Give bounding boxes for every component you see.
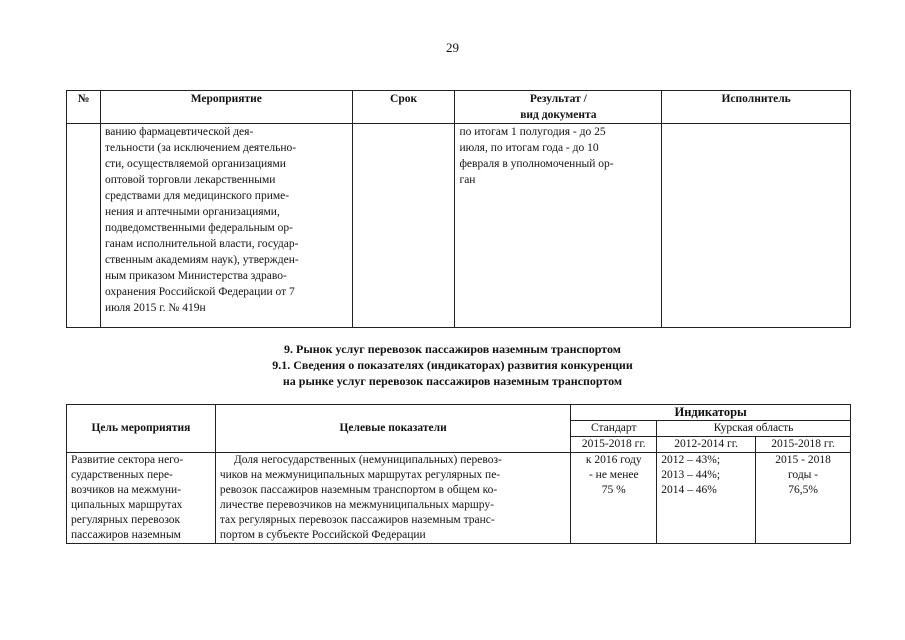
header-measure: Мероприятие bbox=[100, 91, 352, 124]
text-line: февраля в уполномоченный ор- bbox=[459, 158, 614, 170]
header-std-period: 2015-2018 гг. bbox=[571, 437, 657, 453]
text-line: пассажиров наземным bbox=[71, 529, 181, 541]
text-line: подведомственными федеральным ор- bbox=[104, 222, 293, 234]
text-line: 76,5% bbox=[788, 484, 818, 496]
text-line: ванию фармацевтической дея- bbox=[104, 126, 254, 138]
text-line: ным приказом Министерства здраво- bbox=[104, 270, 287, 282]
text-line: годы - bbox=[787, 469, 819, 481]
text-line: нения и аптечными организациями, bbox=[104, 206, 280, 218]
header-reg-period: 2012-2014 гг. bbox=[657, 437, 756, 453]
table-header-row bbox=[67, 405, 851, 421]
cell-measure bbox=[100, 124, 352, 328]
text-line: личестве перевозчиков на межмуниципальных маршру- bbox=[219, 499, 494, 511]
text-line: по итогам 1 полугодия - до 25 bbox=[459, 126, 606, 138]
text-line: 2014 – 46% bbox=[661, 484, 717, 496]
cell-goal bbox=[67, 453, 216, 544]
header-standard: Стандарт bbox=[571, 421, 657, 437]
text-line: ганам исполнительной власти, государ- bbox=[104, 238, 299, 250]
section-subtitle: 9.1. Сведения о показателях (индикаторах) развития конкуренции bbox=[272, 358, 633, 372]
text-line: ган bbox=[459, 174, 476, 186]
text-line: Доля негосударственных (немуниципальных) перевоз- bbox=[233, 454, 502, 466]
header-executor: Исполнитель bbox=[662, 91, 851, 124]
table-row bbox=[67, 124, 851, 328]
text-line: портом в субъекте Российской Федерации bbox=[219, 529, 426, 541]
header-result-line: Результат / bbox=[529, 93, 587, 105]
text-line: средствами для медицинского приме- bbox=[104, 190, 290, 202]
header-reg-period: 2015-2018 гг. bbox=[756, 437, 851, 453]
text-line: сти, осуществляемой организациями bbox=[104, 158, 286, 170]
table-header-row bbox=[67, 91, 851, 124]
text-line: ственным академиям наук), утвержден- bbox=[104, 254, 299, 266]
text-line: ревозок пассажиров наземным транспортом в общем ко- bbox=[219, 484, 498, 496]
header-deadline: Срок bbox=[352, 91, 455, 124]
text-line: оптовой торговли лекарственными bbox=[104, 174, 276, 186]
cell-region-2012-2014 bbox=[657, 453, 756, 544]
header-indicators: Индикаторы bbox=[571, 405, 851, 421]
header-region: Курская область bbox=[657, 421, 851, 437]
cell-result bbox=[455, 124, 662, 328]
text-line: Развитие сектора него- bbox=[71, 454, 184, 466]
header-number: № bbox=[67, 91, 101, 124]
text-line: ципальных маршрутах bbox=[71, 499, 183, 511]
text-line: тельности (за исключением деятельно- bbox=[104, 142, 297, 154]
section-subtitle: на рынке услуг перевозок пассажиров наземным транспортом bbox=[282, 374, 623, 388]
table-row bbox=[67, 453, 851, 544]
text-line: 2012 – 43%; bbox=[661, 454, 721, 466]
cell-standard bbox=[571, 453, 657, 544]
text-line: тах регулярных перевозок пассажиров наземным транс- bbox=[219, 514, 495, 526]
text-line: 2013 – 44%; bbox=[661, 469, 721, 481]
section-title: 9. Рынок услуг перевозок пассажиров наземным транспортом bbox=[284, 342, 621, 356]
header-goal: Цель мероприятия bbox=[67, 405, 216, 453]
text-line: - не менее bbox=[588, 469, 639, 481]
header-targets: Целевые показатели bbox=[215, 405, 570, 453]
cell-deadline bbox=[352, 124, 455, 328]
cell-region-2015-2018 bbox=[756, 453, 851, 544]
measures-table bbox=[66, 90, 851, 328]
text-line: 75 % bbox=[601, 484, 626, 496]
text-line: охранения Российской Федерации от 7 bbox=[104, 286, 295, 298]
header-result-line: вид документа bbox=[520, 109, 597, 121]
header-result bbox=[455, 91, 662, 124]
cell-number bbox=[67, 124, 101, 328]
text-line: к 2016 году bbox=[585, 454, 642, 466]
text-line: возчиков на межмуни- bbox=[71, 484, 182, 496]
text-line: 2015 - 2018 bbox=[775, 454, 831, 466]
text-line: июля 2015 г. № 419н bbox=[104, 302, 206, 314]
text-line: чиков на межмуниципальных маршрутах регулярных пе- bbox=[219, 469, 501, 481]
indicators-table bbox=[66, 404, 851, 544]
cell-targets bbox=[215, 453, 570, 544]
text-line: июля, по итогам года - до 10 bbox=[459, 142, 599, 154]
text-line: регулярных перевозок bbox=[71, 514, 181, 526]
page-number: 29 bbox=[446, 40, 459, 55]
cell-executor bbox=[662, 124, 851, 328]
text-line: сударственных пере- bbox=[71, 469, 173, 481]
